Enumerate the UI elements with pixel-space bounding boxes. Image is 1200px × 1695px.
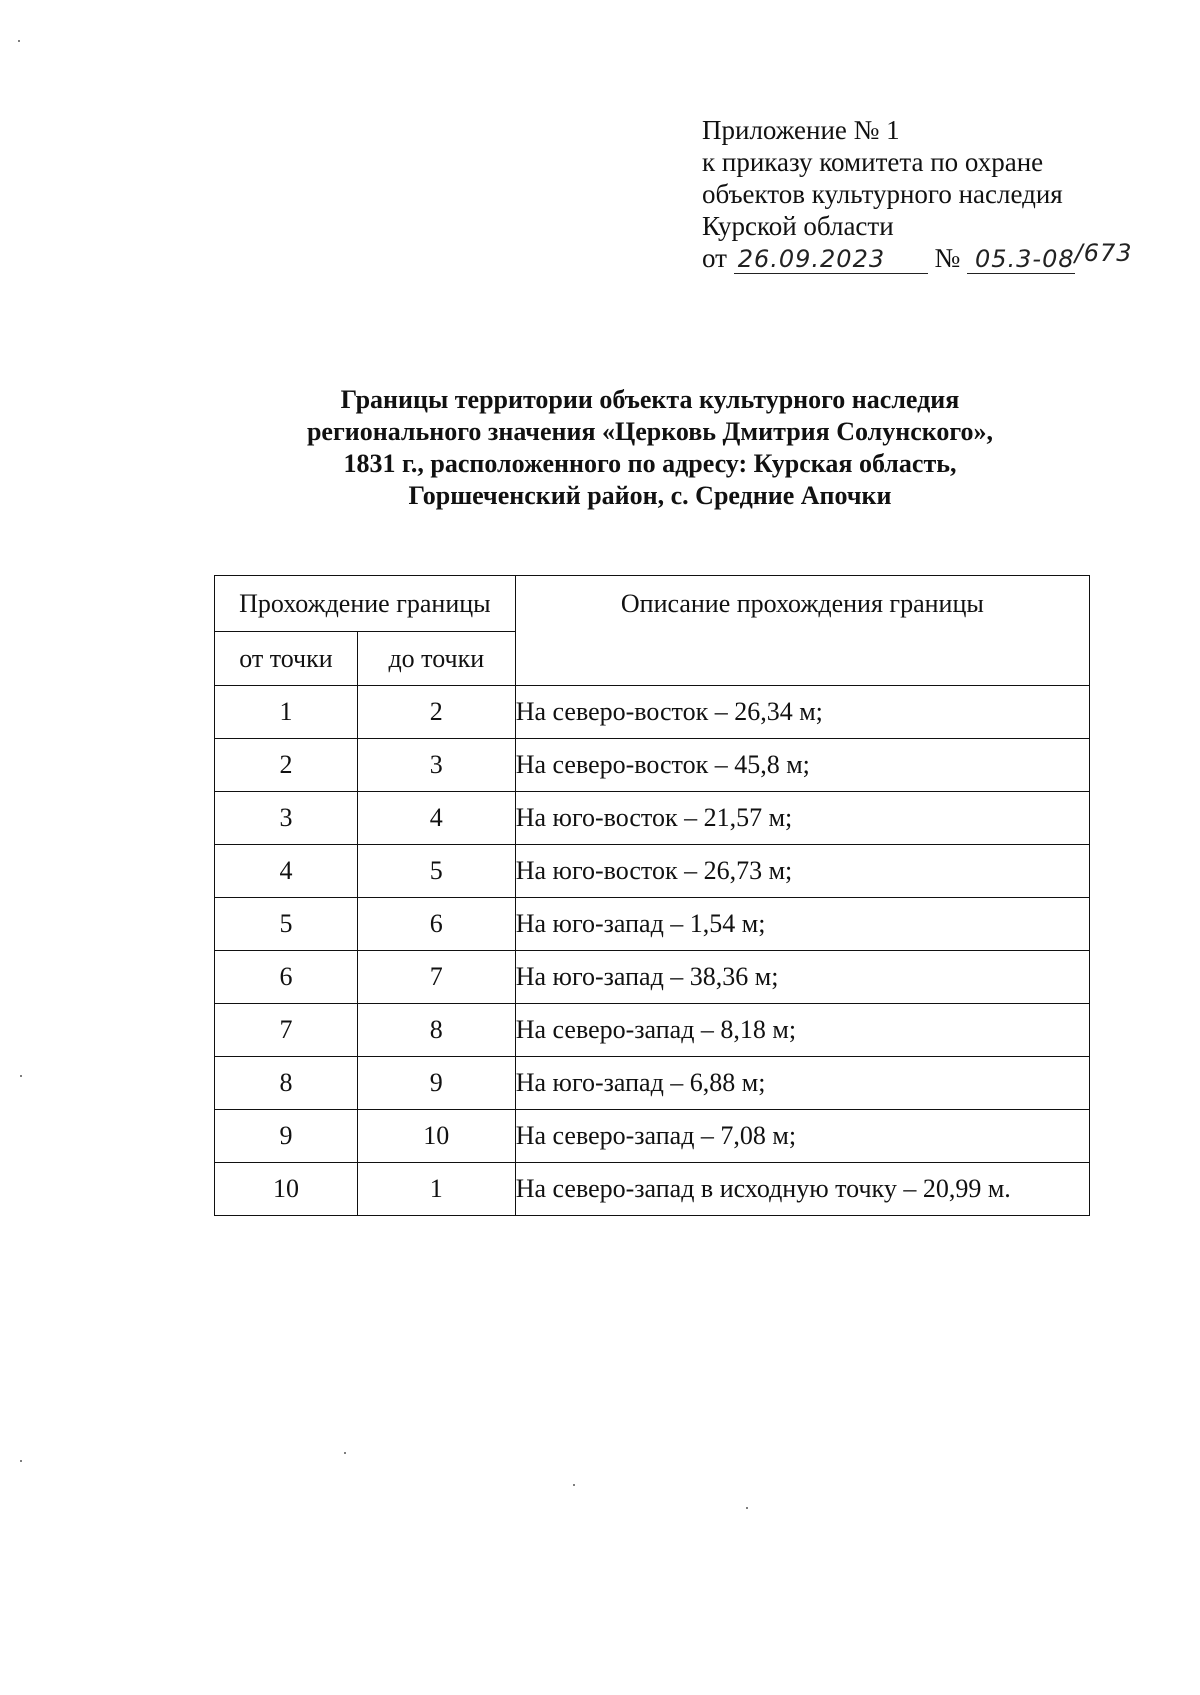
from-point-cell: 9 [215,1110,358,1163]
appendix-committee: объектов культурного наследия [702,179,1063,209]
to-point-cell: 8 [357,1004,515,1057]
table-row [215,1057,1090,1110]
to-point-cell: 7 [357,951,515,1004]
to-point-cell: 5 [357,845,515,898]
description-cell: На северо-запад – 8,18 м; [515,1004,1089,1057]
scan-speck [344,1452,346,1454]
table-row [215,792,1090,845]
to-point-cell: 3 [357,739,515,792]
to-point-cell: 2 [357,686,515,739]
table-row [215,739,1090,792]
description-cell: На северо-восток – 26,34 м; [515,686,1089,739]
description-cell: На северо-запад в исходную точку – 20,99 м. [515,1163,1089,1216]
to-point-cell: 9 [357,1057,515,1110]
table-row [215,951,1090,1004]
from-point-cell: 6 [215,951,358,1004]
handwritten-number: 05.3-08 [967,245,1075,274]
description-cell: На юго-запад – 6,88 м; [515,1057,1089,1110]
description-cell: На северо-восток – 45,8 м; [515,739,1089,792]
to-point-cell: 6 [357,898,515,951]
description-cell: На юго-запад – 38,36 м; [515,951,1089,1004]
header-to-point: до точки [357,632,515,686]
boundary-rows [215,686,1090,1216]
from-point-cell: 7 [215,1004,358,1057]
scan-speck [20,1460,22,1462]
title-line-1: Границы территории объекта культурного наследия [340,385,960,414]
title-line-2: регионального значения «Церковь Дмитрия Солунского», [306,417,994,446]
from-point-cell: 2 [215,739,358,792]
boundary-table [214,575,1090,1216]
table-row [215,845,1090,898]
from-point-cell: 10 [215,1163,358,1216]
appendix-order-ref: к приказу комитета по охране [702,147,1044,177]
from-point-cell: 8 [215,1057,358,1110]
header-from-point: от точки [215,632,358,686]
to-point-cell: 4 [357,792,515,845]
date-prefix: от [702,243,727,273]
number-prefix: № [934,243,961,273]
table-row [215,898,1090,951]
to-point-cell: 10 [357,1110,515,1163]
scan-speck [18,40,20,42]
handwritten-number-suffix: /673 [1074,239,1133,267]
table-row [215,686,1090,739]
table-row [215,1004,1090,1057]
to-point-cell: 1 [357,1163,515,1216]
scan-speck [746,1507,748,1509]
handwritten-date: 26.09.2023 [734,245,928,274]
title-line-4: Горшеченский район, с. Средние Апочки [408,481,892,510]
appendix-header [702,114,1133,275]
from-point-cell: 4 [215,845,358,898]
table-row [215,1110,1090,1163]
scan-speck [573,1484,575,1486]
description-cell: На северо-запад – 7,08 м; [515,1110,1089,1163]
description-cell: На юго-восток – 26,73 м; [515,845,1089,898]
from-point-cell: 5 [215,898,358,951]
description-cell: На юго-восток – 21,57 м; [515,792,1089,845]
from-point-cell: 3 [215,792,358,845]
title-line-3: 1831 г., расположенного по адресу: Курская область, [343,449,957,478]
header-boundary-description: Описание прохождения границы [515,576,1089,686]
from-point-cell: 1 [215,686,358,739]
appendix-date-number [702,239,1133,275]
description-cell: На юго-запад – 1,54 м; [515,898,1089,951]
document-title [200,384,1100,512]
appendix-region: Курской области [702,211,894,241]
scan-speck [20,1075,22,1077]
table-row [215,1163,1090,1216]
appendix-number: Приложение № 1 [702,115,900,145]
header-boundary-passage: Прохождение границы [215,576,516,632]
